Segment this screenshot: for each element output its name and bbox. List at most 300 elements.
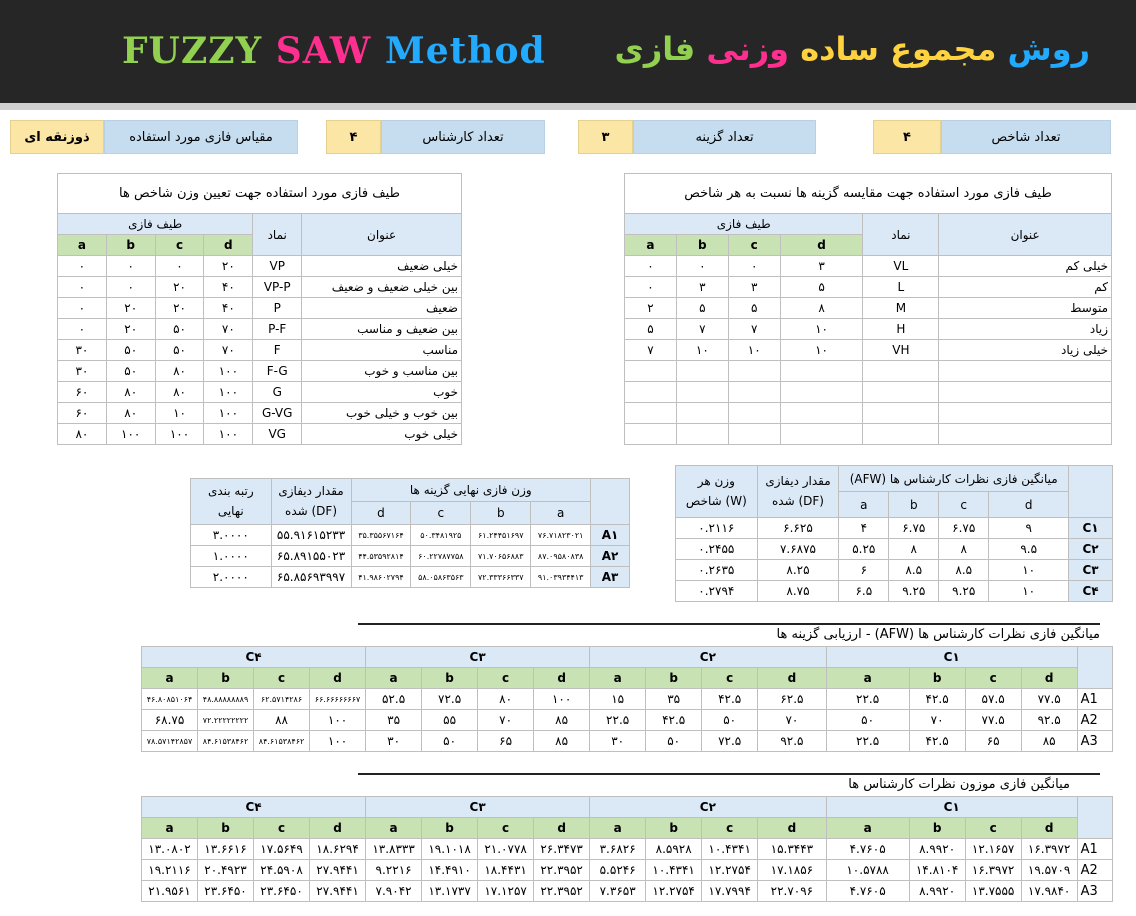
value-cell: ۷۸.۵۷۱۴۲۸۵۷ [142,731,198,752]
criteria-df-cell: ۶.۶۲۵ [757,518,839,539]
weight-scale-symbol-header: نماد [253,214,302,256]
value-cell: ۶۸.۷۵ [142,710,198,731]
criterion-group-header: C۳ [366,647,590,668]
value-cell: ۴۲.۵ [909,689,965,710]
value-cell: ۷۰ [909,710,965,731]
symbol-cell: VP [253,256,302,277]
criteria-weight-header: وزن هر شاخص (W) [676,466,758,518]
criteria-df-header: مقدار دیفازی شده (DF) [757,466,839,518]
table-row [58,298,462,319]
spectrum-value: ۰ [58,298,107,319]
criteria-weight-cell: ۰.۲۶۳۵ [676,560,758,581]
col-header-d: d [1021,818,1077,839]
table-row [191,525,630,546]
param-alternatives-label: تعداد گزینه [633,120,816,154]
param-criteria-value[interactable]: ۴ [873,120,941,154]
symbol-cell: VH [863,340,939,361]
afw-value: ۶ [839,560,889,581]
value-cell: ۳۵ [366,710,422,731]
value-cell: ۴۲.۵ [646,710,702,731]
col-header-c: c [254,668,310,689]
afw-value: ۸ [939,539,989,560]
table-row [625,298,1112,319]
spectrum-value: ۸ [780,298,863,319]
value-cell: ۱۲.۲۷۵۴ [702,860,758,881]
afw-value: ۹.۲۵ [939,581,989,602]
value-cell: ۵۰ [422,731,478,752]
col-header-d: d [989,492,1069,518]
value-cell: ۵۰ [826,710,909,731]
symbol-cell: P [253,298,302,319]
value-cell: ۸.۹۹۲۰ [909,881,965,902]
value-cell: ۲۰.۴۹۲۳ [198,860,254,881]
value-cell: ۲۳.۶۴۵۰ [254,881,310,902]
final-rank-header: رتبه بندی نهایی [191,479,272,525]
table-row [142,731,1113,752]
symbol-cell: F [253,340,302,361]
param-fuzzy-scale [10,120,298,154]
value-cell: ۲۴.۵۹۰۸ [254,860,310,881]
criteria-corner-cell [1069,466,1113,518]
table-row [625,340,1112,361]
empty-row [625,403,1112,424]
afw-value: ۸.۵ [939,560,989,581]
spectrum-value: ۳ [780,256,863,277]
col-header-b: b [909,818,965,839]
value-cell: ۸۴.۶۱۵۳۸۴۶۲ [198,731,254,752]
spectrum-value: ۳ [728,277,780,298]
col-header-c: c [702,818,758,839]
value-cell: ۱۹.۵۷۰۹ [1021,860,1077,881]
spectrum-value: ۲ [625,298,677,319]
value-cell: ۱۲.۲۷۵۴ [646,881,702,902]
col-header-b: b [422,668,478,689]
col-header-c: c [965,668,1021,689]
title-fa-word-3: ساده [800,30,879,68]
symbol-cell: G-VG [253,403,302,424]
spectrum-value: ۰ [106,256,155,277]
value-cell: ۱۳.۷۵۵۵ [965,881,1021,902]
col-header-a: a [839,492,889,518]
afw-value: ۸ [889,539,939,560]
spectrum-value: ۵ [780,277,863,298]
afw-value: ۱۰ [989,560,1069,581]
value-cell: ۲۲.۵ [590,710,646,731]
criteria-name: C۳ [1069,560,1113,581]
criterion-group-header: C۴ [142,647,366,668]
spectrum-value: ۱۰۰ [204,361,253,382]
table-row [58,319,462,340]
empty-cell [676,403,728,424]
alternative-scale-caption: طیف فازی مورد استفاده جهت مقایسه گزینه ها نسبت به هر شاخص [625,174,1112,214]
final-weight-value: ۸۷.۰۹۵۸۰۸۳۸ [531,546,591,567]
col-header-a: a [625,235,677,256]
criterion-group-header: C۱ [826,647,1077,668]
value-cell: ۸.۵۹۲۸ [646,839,702,860]
criterion-group-header: C۳ [366,797,590,818]
col-header-b: b [646,668,702,689]
weighted-title: میانگین فازی موزون نظرات کارشناس ها [848,777,1070,792]
criteria-weight-cell: ۰.۲۷۹۴ [676,581,758,602]
criteria-df-cell: ۸.۲۵ [757,560,839,581]
col-header-b: b [471,502,531,525]
value-cell: ۴.۷۶۰۵ [826,881,909,902]
spectrum-value: ۴۰ [204,298,253,319]
title-cell: کم [939,277,1112,298]
empty-cell [728,361,780,382]
title-en-word-1: FUZZY [122,30,263,72]
title-cell: ضعیف [302,298,462,319]
empty-cell [625,361,677,382]
header-bar [0,0,1136,103]
value-cell: ۱۶.۳۹۷۲ [965,860,1021,881]
col-header-c: c [478,818,534,839]
table-row [142,860,1113,881]
spectrum-value: ۲۰ [155,298,204,319]
title-cell: بین مناسب و خوب [302,361,462,382]
value-cell: ۲۲.۷۰۹۶ [758,881,826,902]
alternative-scale-title-header: عنوان [939,214,1112,256]
spectrum-value: ۱۰۰ [204,403,253,424]
criterion-group-header: C۱ [826,797,1077,818]
empty-cell [676,361,728,382]
final-weight-header: وزن فازی نهایی گزینه ها [351,479,591,502]
col-header-a: a [826,668,909,689]
value-cell: ۳.۶۸۲۶ [590,839,646,860]
col-header-a: a [142,668,198,689]
value-cell: ۱۰.۵۷۸۸ [826,860,909,881]
empty-cell [863,382,939,403]
title-cell: مناسب [302,340,462,361]
criteria-weights-table [675,465,1113,602]
table-row [58,361,462,382]
spectrum-value: ۱۰۰ [204,382,253,403]
title-fa-word-5: فازی [614,30,696,68]
criterion-group-header: C۴ [142,797,366,818]
col-header-d: d [310,668,366,689]
empty-cell [939,403,1112,424]
value-cell: ۱۷.۱۲۵۷ [478,881,534,902]
alternative-name: A۳ [591,567,630,588]
afw-value: ۶.۷۵ [939,518,989,539]
weight-scale-table [57,173,462,445]
final-weight-value: ۷۲.۳۳۳۶۶۳۳۷ [471,567,531,588]
empty-cell [728,424,780,445]
final-weight-value: ۳۵.۳۵۵۶۷۱۶۴ [351,525,411,546]
col-header-a: a [58,235,107,256]
value-cell: ۲۳.۶۴۵۰ [198,881,254,902]
col-header-c: c [155,235,204,256]
value-cell: ۷۲.۵ [702,731,758,752]
weighted-table [141,796,1113,902]
alternative-name: A1 [1077,839,1112,860]
empty-cell [939,361,1112,382]
value-cell: ۴۲.۵ [702,689,758,710]
afw-value: ۸.۵ [889,560,939,581]
table-row [676,560,1113,581]
corner-cell [1077,647,1112,689]
symbol-cell: VL [863,256,939,277]
table-row [58,277,462,298]
col-header-b: b [198,668,254,689]
param-alternatives-count [578,120,816,154]
value-cell: ۴.۷۶۰۵ [826,839,909,860]
col-header-d: d [758,668,826,689]
empty-cell [625,403,677,424]
value-cell: ۱۵ [590,689,646,710]
value-cell: ۶۶.۶۶۶۶۶۶۶۷ [310,689,366,710]
value-cell: ۲۲.۳۹۵۲ [534,881,590,902]
col-header-b: b [909,668,965,689]
empty-cell [780,424,863,445]
evaluation-table [141,646,1113,752]
col-header-b: b [422,818,478,839]
spectrum-value: ۰ [625,256,677,277]
spectrum-value: ۶۰ [58,403,107,424]
value-cell: ۱۰.۴۳۴۱ [646,860,702,881]
spectrum-value: ۶۰ [58,382,107,403]
value-cell: ۱۸.۴۴۳۱ [478,860,534,881]
value-cell: ۱۳.۸۳۳۳ [366,839,422,860]
afw-value: ۶.۷۵ [889,518,939,539]
value-cell: ۱۴.۸۱۰۴ [909,860,965,881]
col-header-a: a [590,818,646,839]
criteria-weight-cell: ۰.۲۱۱۶ [676,518,758,539]
spectrum-value: ۰ [58,277,107,298]
value-cell: ۶۵ [965,731,1021,752]
param-experts-value[interactable]: ۴ [326,120,381,154]
title-en-word-2: SAW [275,30,372,72]
title-cell: خیلی ضعیف [302,256,462,277]
col-header-c: c [939,492,989,518]
alternative-name: A2 [1077,710,1112,731]
criteria-df-cell: ۸.۷۵ [757,581,839,602]
value-cell: ۸.۹۹۲۰ [909,839,965,860]
col-header-d: d [534,668,590,689]
spectrum-value: ۸۰ [155,361,204,382]
symbol-cell: VP-P [253,277,302,298]
spectrum-value: ۳۰ [58,361,107,382]
value-cell: ۸۰ [478,689,534,710]
table-row [142,710,1113,731]
value-cell: ۹۲.۵ [1021,710,1077,731]
table-row [58,256,462,277]
value-cell: ۸۴.۶۱۵۳۸۴۶۲ [254,731,310,752]
criteria-df-cell: ۷.۶۸۷۵ [757,539,839,560]
col-header-c: c [478,668,534,689]
value-cell: ۲۶.۳۴۷۳ [534,839,590,860]
col-header-a: a [590,668,646,689]
spectrum-value: ۵ [625,319,677,340]
table-row [142,839,1113,860]
spectrum-value: ۵۰ [106,361,155,382]
final-weight-value: ۶۰.۲۲۷۸۷۷۵۸ [411,546,471,567]
spectrum-value: ۰ [155,256,204,277]
empty-cell [625,382,677,403]
col-header-d: d [351,502,411,525]
value-cell: ۷.۳۶۵۳ [590,881,646,902]
table-row [191,546,630,567]
value-cell: ۴۲.۵ [909,731,965,752]
title-cell: خیلی کم [939,256,1112,277]
criterion-group-header: C۲ [590,797,827,818]
alternative-scale-symbol-header: نماد [863,214,939,256]
symbol-cell: F-G [253,361,302,382]
spectrum-value: ۱۰۰ [106,424,155,445]
col-header-d: d [534,818,590,839]
table-row [58,403,462,424]
afw-value: ۵.۲۵ [839,539,889,560]
value-cell: ۹.۲۲۱۶ [366,860,422,881]
symbol-cell: G [253,382,302,403]
symbol-cell: M [863,298,939,319]
final-weight-value: ۶۱.۲۴۴۵۱۶۹۷ [471,525,531,546]
value-cell: ۱۳.۱۷۳۷ [422,881,478,902]
col-header-d: d [780,235,863,256]
value-cell: ۳۵ [646,689,702,710]
col-header-c: c [254,818,310,839]
spectrum-value: ۳۰ [58,340,107,361]
spectrum-value: ۵۰ [155,319,204,340]
symbol-cell: P-F [253,319,302,340]
afw-value: ۶.۵ [839,581,889,602]
col-header-a: a [826,818,909,839]
col-header-a: a [366,668,422,689]
title-fa-word-2: مجموع [890,30,997,68]
spectrum-value: ۲۰ [204,256,253,277]
alternative-name: A۲ [591,546,630,567]
value-cell: ۱۷.۵۶۴۹ [254,839,310,860]
spectrum-value: ۱۰۰ [204,424,253,445]
spectrum-value: ۰ [106,277,155,298]
spectrum-value: ۸۰ [106,382,155,403]
spectrum-value: ۱۰ [155,403,204,424]
spectrum-value: ۰ [58,256,107,277]
spectrum-value: ۸۰ [58,424,107,445]
value-cell: ۱۷.۷۹۹۴ [702,881,758,902]
value-cell: ۹۲.۵ [758,731,826,752]
final-corner-cell [591,479,630,525]
alternative-name: A3 [1077,881,1112,902]
value-cell: ۴۸.۸۸۸۸۸۸۸۹ [198,689,254,710]
empty-cell [939,382,1112,403]
value-cell: ۷.۹۰۴۲ [366,881,422,902]
section-divider [358,623,1100,625]
value-cell: ۱۳.۶۶۱۶ [198,839,254,860]
final-weight-value: ۴۱.۹۸۶۰۲۷۹۴ [351,567,411,588]
value-cell: ۶۵ [478,731,534,752]
alternative-name: A1 [1077,689,1112,710]
spectrum-value: ۰ [676,256,728,277]
spectrum-value: ۴۰ [204,277,253,298]
evaluation-title: میانگین فازی نظرات کارشناس ها (AFW) - ارزیابی گزینه ها [776,627,1100,642]
title-cell: متوسط [939,298,1112,319]
value-cell: ۱۷.۹۸۴۰ [1021,881,1077,902]
final-weight-value: ۷۱.۷۰۶۵۶۸۸۳ [471,546,531,567]
spectrum-value: ۳ [676,277,728,298]
header-divider [0,103,1136,110]
empty-cell [780,361,863,382]
afw-value: ۱۰ [989,581,1069,602]
alternative-scale-table [624,173,1112,445]
weight-scale-spectrum-header: طیف فازی [58,214,253,235]
value-cell: ۸۵ [534,731,590,752]
title-persian [615,30,1091,68]
value-cell: ۲۱.۰۷۷۸ [478,839,534,860]
param-scale-value[interactable]: ذوزنقه ای [10,120,104,154]
final-df-cell: ۶۵.۸۹۱۵۵۰۲۳ [271,546,351,567]
empty-cell [863,361,939,382]
afw-value: ۴ [839,518,889,539]
col-header-a: a [366,818,422,839]
spectrum-value: ۷ [676,319,728,340]
param-alternatives-value[interactable]: ۳ [578,120,633,154]
value-cell: ۱۵.۳۴۴۳ [758,839,826,860]
empty-cell [676,424,728,445]
spectrum-value: ۰ [58,319,107,340]
value-cell: ۱۹.۲۱۱۶ [142,860,198,881]
table-row [58,424,462,445]
value-cell: ۲۷.۹۴۴۱ [310,860,366,881]
spectrum-value: ۵۰ [155,340,204,361]
value-cell: ۱۷.۱۸۵۶ [758,860,826,881]
final-df-cell: ۵۵.۹۱۶۱۵۲۳۳ [271,525,351,546]
value-cell: ۷۷.۵ [965,710,1021,731]
spectrum-value: ۱۰ [676,340,728,361]
value-cell: ۳۰ [366,731,422,752]
empty-cell [939,424,1112,445]
col-header-c: c [728,235,780,256]
value-cell: ۸۸ [254,710,310,731]
spectrum-value: ۰ [625,277,677,298]
table-row [142,881,1113,902]
criteria-name: C۲ [1069,539,1113,560]
value-cell: ۲۲.۵ [826,731,909,752]
value-cell: ۱۳.۰۸۰۲ [142,839,198,860]
col-header-c: c [965,818,1021,839]
table-row [676,539,1113,560]
value-cell: ۶۲.۵۷۱۴۲۸۶ [254,689,310,710]
final-df-cell: ۶۵.۸۵۶۹۳۹۹۷ [271,567,351,588]
value-cell: ۷۰ [758,710,826,731]
table-row [676,581,1113,602]
table-row [625,256,1112,277]
criteria-afw-header: میانگین فازی نظرات کارشناس ها (AFW) [839,466,1069,492]
section-divider [358,773,1100,775]
final-weight-value: ۵۸.۰۵۸۶۳۵۶۳ [411,567,471,588]
final-rank-cell: ۳.۰۰۰۰ [191,525,272,546]
alternative-scale-spectrum-header: طیف فازی [625,214,863,235]
criterion-group-header: C۲ [590,647,827,668]
symbol-cell: H [863,319,939,340]
value-cell: ۵۰ [702,710,758,731]
value-cell: ۲۷.۹۴۴۱ [310,881,366,902]
value-cell: ۵۲.۵ [366,689,422,710]
col-header-b: b [889,492,939,518]
empty-cell [676,382,728,403]
col-header-c: c [411,502,471,525]
final-rank-cell: ۱.۰۰۰۰ [191,546,272,567]
empty-cell [780,382,863,403]
criteria-name: C۴ [1069,581,1113,602]
value-cell: ۱۰۰ [310,710,366,731]
title-cell: بین خیلی ضعیف و ضعیف [302,277,462,298]
value-cell: ۱۴.۴۹۱۰ [422,860,478,881]
final-weight-value: ۴۴.۵۳۵۹۲۸۱۴ [351,546,411,567]
table-row [191,567,630,588]
final-weight-value: ۹۱.۰۳۹۳۴۴۱۳ [531,567,591,588]
spectrum-value: ۲۰ [106,298,155,319]
